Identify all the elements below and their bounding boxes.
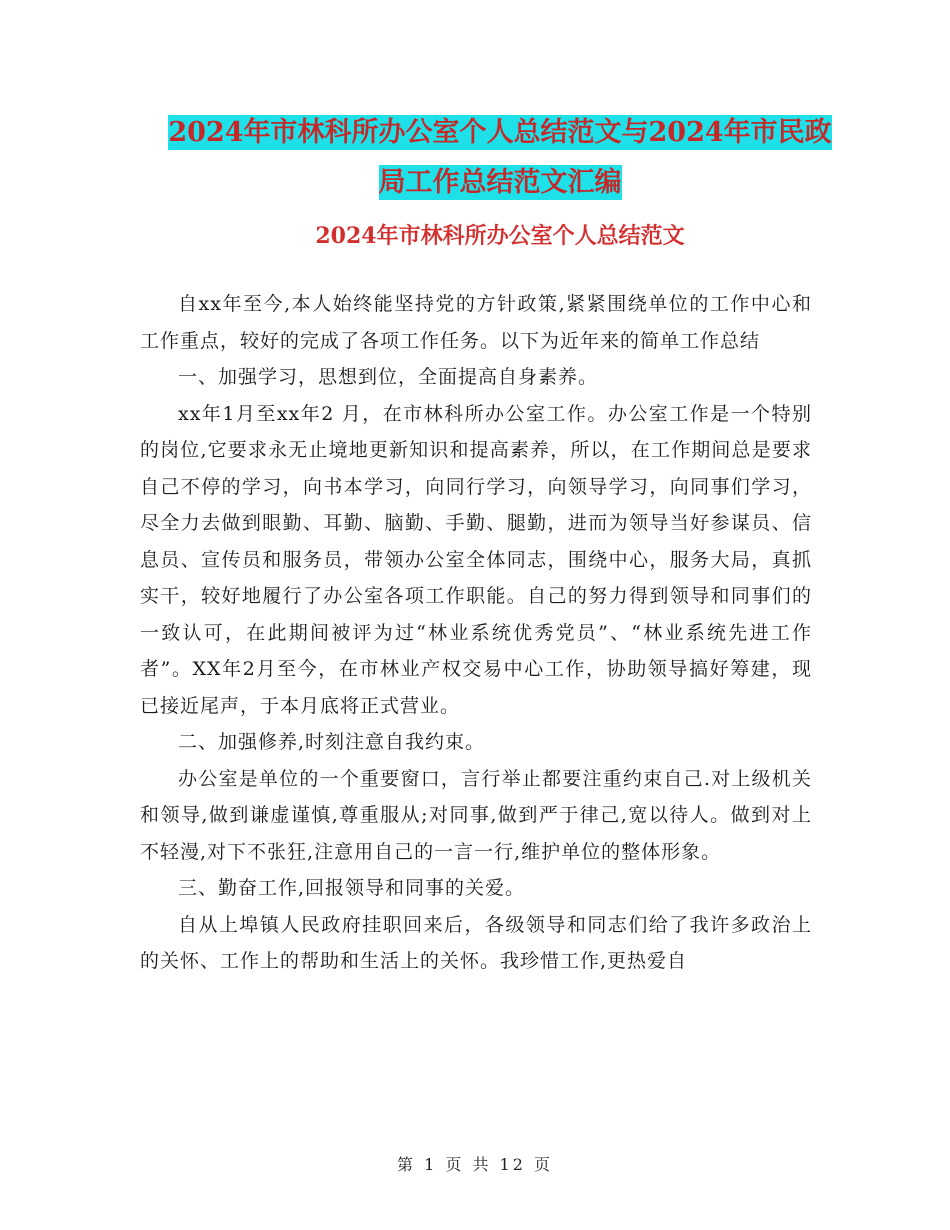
title-line-2: 局工作总结范文汇编 (378, 167, 622, 198)
paragraph-1: 自xx年至今,本人始终能坚持党的方针政策,紧紧围绕单位的工作中心和工作重点，较好的完成了各项工作任务。以下为近年来的简单工作总结 (140, 293, 812, 352)
document-body (140, 286, 812, 980)
paragraph-7: 自从上埠镇人民政府挂职回来后，各级领导和同志们给了我许多政治上的关怀、工作上的帮助和生活上的关怀。我珍惜工作,更热爱自 (140, 913, 812, 972)
page-footer: 第 1 页 共 12 页 (397, 1155, 553, 1174)
title-line-1: 2024年市林科所办公室个人总结范文与2024年市民政 (168, 117, 832, 148)
section-title: 2024年市林科所办公室个人总结范文 (315, 223, 685, 249)
paragraph-3: xx年1月至xx年2 月，在市林科所办公室工作。办公室工作是一个特别的岗位,它要求永无止境地更新知识和提高素养，所以，在工作期间总是要求自己不停的学习，向书本学习，向同行学习，向领导学习，向同事们学习，尽全力去做到眼勤、耳勤、脑勤、手勤、腿勤，进而为领导当好参谋员、信息员、宣传员和服务员，带领办公室全体同志，围绕中心，服务大局，真抓实干，较好地履行了办公室各项工作职能。自己的努力得到领导和同事们的一致认可，在此期间被评为过“林业系统优秀党员”、“林业系统先进工作者”。XX年2月至今，在市林业产权交易中心工作，协助领导搞好筹建，现已接近尾声，于本月底将正式营业。 (140, 402, 812, 717)
paragraph-6-heading: 三、勤奋工作,回报领导和同事的关爱。 (178, 877, 526, 899)
paragraph-2-heading: 一、加强学习，思想到位，全面提高自身素养。 (178, 366, 599, 388)
document-title (140, 108, 860, 208)
paragraph-5: 办公室是单位的一个重要窗口，言行举止都要注重约束自己.对上级机关和领导,做到谦虚谨慎,尊重服从;对同事,做到严于律己,宽以待人。做到对上不轻漫,对下不张狂,注意用自己的一言一行,维护单位的整体形象。 (140, 767, 812, 863)
paragraph-4-heading: 二、加强修养,时刻注意自我约束。 (178, 731, 486, 753)
